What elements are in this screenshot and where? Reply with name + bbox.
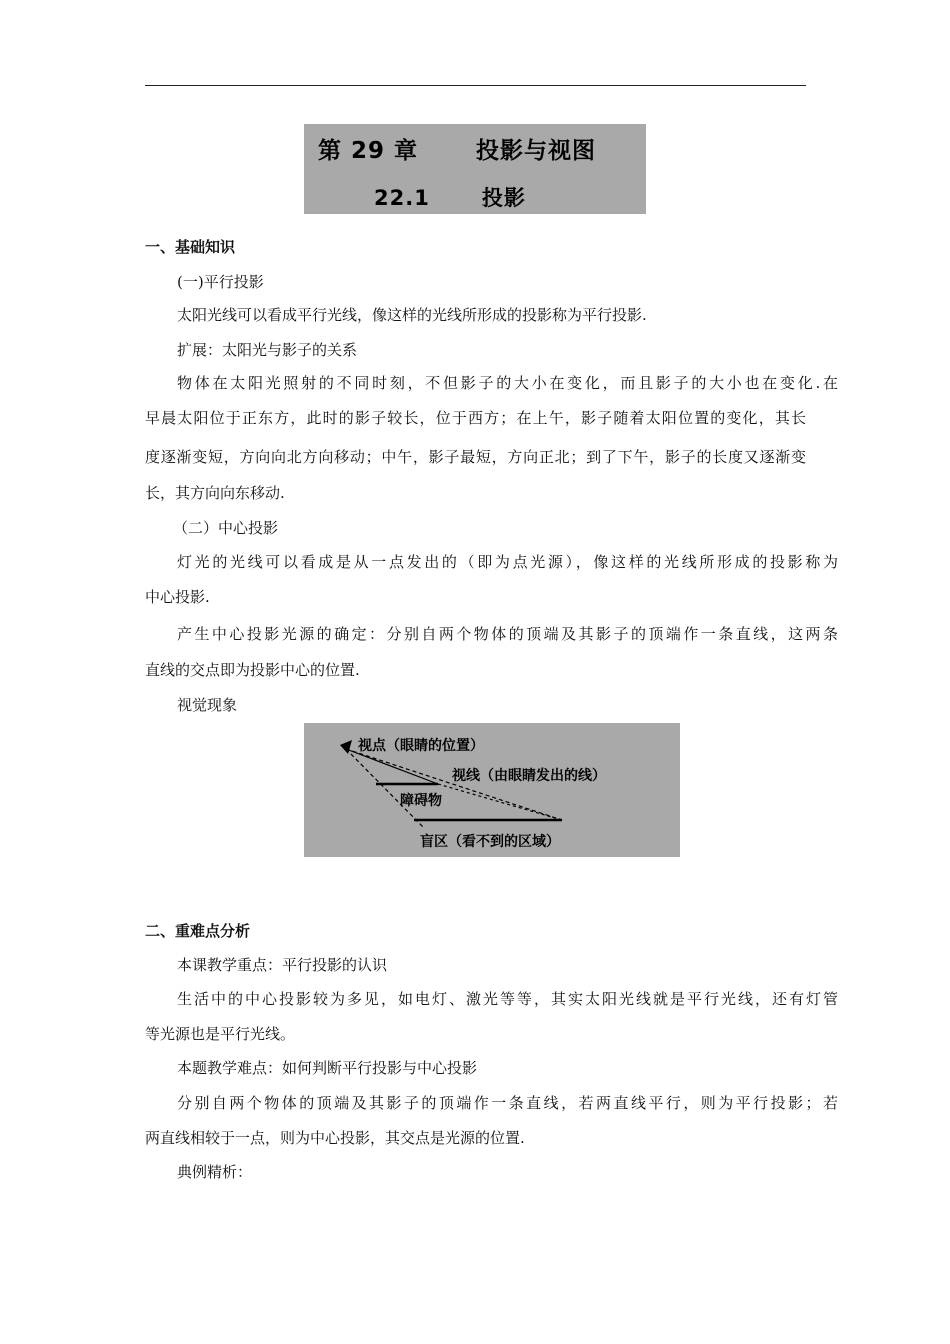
section-title-line [374,182,526,212]
section-title: 投影 [481,186,526,210]
paragraph-central-line2: 中心投影. [145,588,210,606]
paragraph-judge-line1: 分别自两个物体的顶端及其影子的顶端作一条直线，若两直线平行，则为平行投影；若 [177,1094,838,1112]
central-projection-subheading: （二）中心投影 [173,519,279,537]
paragraph-life-line1: 生活中的中心投影较为多见，如电灯、激光等等，其实太阳光线就是平行光线，还有灯管 [177,990,838,1008]
parallel-projection-subheading: (一)平行投影 [177,273,264,291]
visual-phenomenon-figure [304,723,680,857]
chapter-title: 投影与视图 [476,138,597,164]
paragraph-sun-line4: 长，其方向向东移动. [145,484,285,502]
paragraph-extension: 扩展：太阳光与影子的关系 [177,341,358,359]
section2-heading: 二、重难点分析 [145,922,251,940]
chapter-title-line [318,132,596,165]
sightline-lower [346,749,424,828]
label-sightline: 视线（由眼睛发出的线） [452,768,606,784]
paragraph-sun-line2: 早晨太阳位于正东方，此时的影子较长，位于西方；在上午，影子随着太阳位置的变化，其长 [145,409,806,427]
teaching-difficulty: 本题教学难点：如何判断平行投影与中心投影 [177,1059,478,1077]
example-heading: 典例精析： [177,1163,253,1181]
paragraph-judge-line2: 两直线相较于一点，则为中心投影，其交点是光源的位置. [145,1129,525,1147]
paragraph-life-line2: 等光源也是平行光线。 [145,1025,296,1043]
paragraph-sun-line1: 物体在太阳光照射的不同时刻，不但影子的大小在变化，而且影子的大小也在变化.在 [177,374,838,392]
blind-area-edge [438,784,562,820]
chapter-number: 第 29 章 [318,138,419,164]
label-blind-area: 盲区（看不到的区域） [420,834,560,850]
visual-phenomenon-label: 视觉现象 [177,696,238,714]
chapter-title-banner [304,124,646,214]
section1-heading: 一、基础知识 [145,238,236,256]
paragraph-sun-line3: 度逐渐变短，方向向北方向移动；中午，影子最短，方向正北；到了下午，影子的长度又逐渐变 [145,448,806,466]
section-number: 22.1 [374,186,430,210]
header-rule [145,85,806,86]
label-viewpoint: 视点（眼睛的位置） [358,738,484,754]
paragraph-central-line1: 灯光的光线可以看成是从一点发出的（即为点光源），像这样的光线所形成的投影称为 [177,553,838,571]
paragraph-source-line1: 产生中心投影光源的确定：分别自两个物体的顶端及其影子的顶端作一条直线，这两条 [177,625,838,643]
eye-marker [340,740,352,754]
paragraph-parallel-def: 太阳光线可以看成平行光线，像这样的光线所形成的投影称为平行投影. [177,306,647,324]
teaching-focus: 本课教学重点：平行投影的认识 [177,956,388,974]
paragraph-source-line2: 直线的交点即为投影中心的位置. [145,661,360,679]
label-obstacle: 障碍物 [400,793,442,809]
